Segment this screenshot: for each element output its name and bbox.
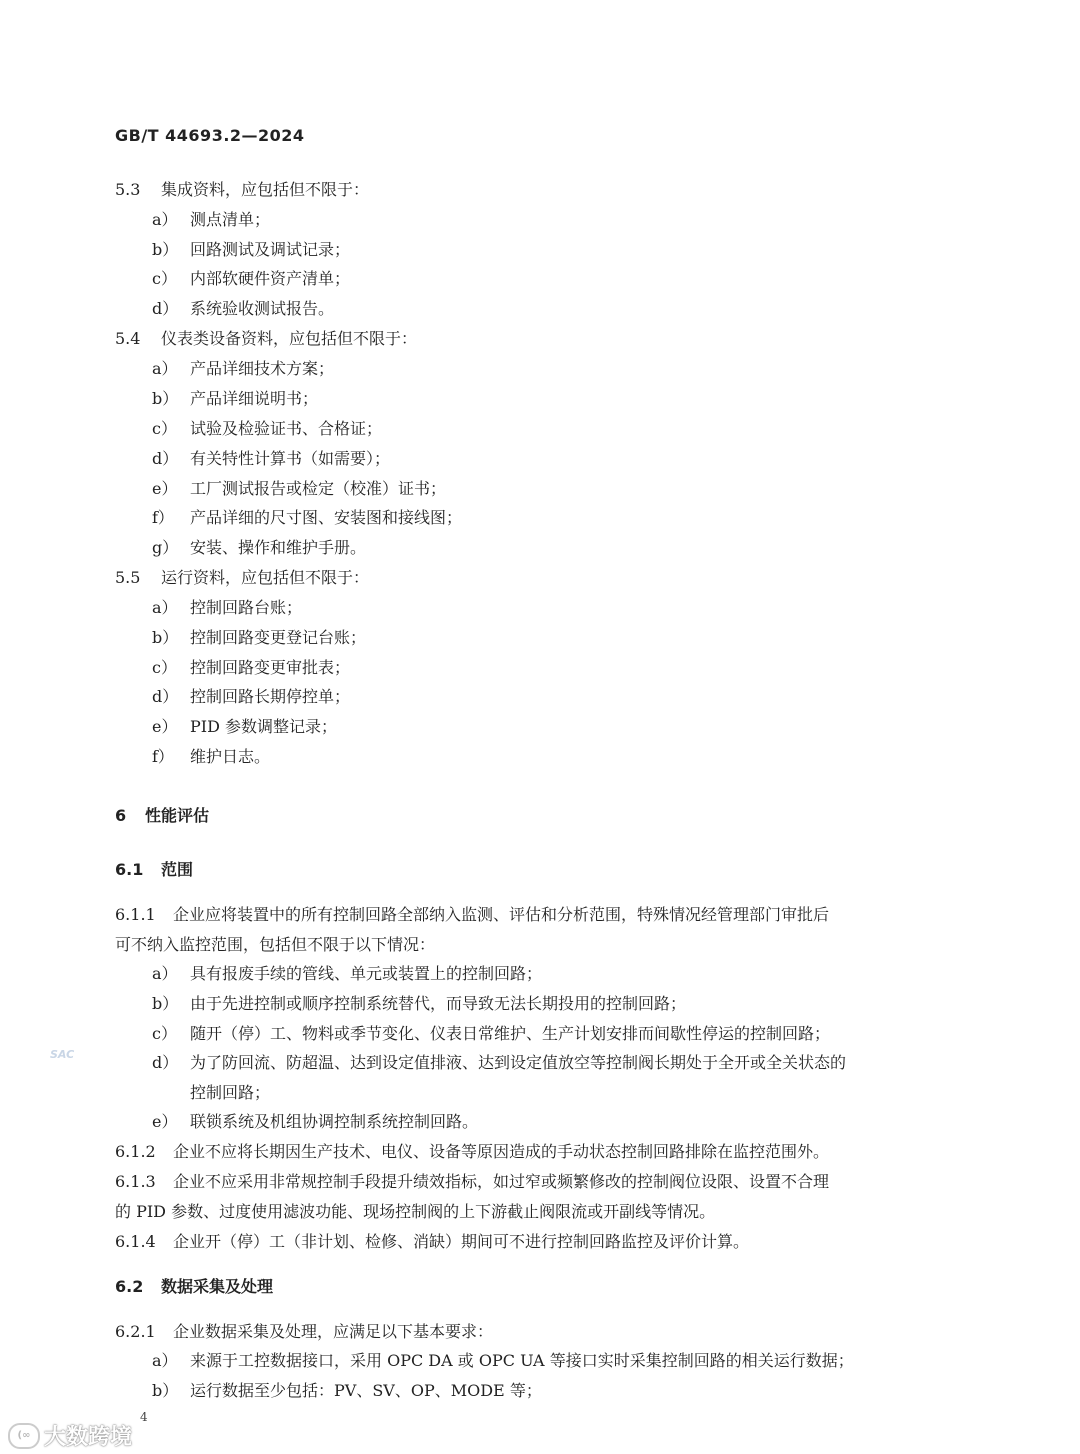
list-item-continuation [190, 1083, 270, 1103]
paragraph-number: 6.1.2 [115, 1142, 156, 1161]
list-item-text: 系统验收测试报告。 [190, 299, 335, 318]
section-heading [115, 860, 193, 880]
list-item-label: d） [152, 449, 179, 468]
paragraph [115, 1322, 493, 1342]
list-item-text: 联锁系统及机组协调控制系统控制回路。 [190, 1112, 479, 1131]
list-item-text: 有关特性计算书（如需要）； [190, 449, 391, 468]
section-number: 6.1 [115, 860, 144, 879]
list-item-text: 控制回路长期停控单； [190, 687, 351, 706]
clause [115, 180, 369, 200]
page-number: 4 [140, 1410, 148, 1424]
list-item-label: b） [152, 994, 179, 1013]
list-item-label: e） [152, 1112, 178, 1131]
list-item-label: b） [152, 389, 179, 408]
list-item-text: 控制回路； [190, 1083, 271, 1102]
clause [115, 568, 369, 588]
section-heading [115, 806, 209, 826]
list-item-text: 工厂测试报告或检定（校准）证书； [190, 479, 447, 498]
list-item-text: 具有报废手续的管线、单元或装置上的控制回路； [190, 964, 543, 983]
section-title: 范围 [161, 860, 194, 879]
clause-text: 仪表类设备资料，应包括但不限于： [161, 329, 418, 348]
list-item-label: a） [152, 210, 178, 229]
list-item-label: g） [152, 538, 179, 557]
list-item-text: 随开（停）工、物料或季节变化、仪表日常维护、生产计划安排而间歇性停运的控制回路； [190, 1024, 831, 1043]
list-item-label: b） [152, 1381, 179, 1400]
list-item-text: 运行数据至少包括：PV、SV、OP、MODE 等； [190, 1381, 542, 1400]
list-item-text: 来源于工控数据接口，采用 OPC DA 或 OPC UA 等接口实时采集控制回路的相关运行数据； [190, 1351, 854, 1370]
paragraph-text: 的 PID 参数、过度使用滤波功能、现场控制阀的上下游截止阀限流或开副线等情况。 [115, 1202, 716, 1221]
paragraph-continuation [115, 1202, 715, 1222]
list-item-label: e） [152, 717, 178, 736]
list-item-label: a） [152, 359, 178, 378]
brand-logo-icon: (∞ [8, 1423, 40, 1449]
section-number: 6 [115, 806, 127, 825]
list-item-label: d） [152, 687, 179, 706]
list-item-text: 由于先进控制或顺序控制系统替代，而导致无法长期投用的控制回路； [190, 994, 687, 1013]
sac-watermark-logo: SAC [50, 1048, 75, 1061]
list-item-text: 试验及检验证书、合格证； [190, 419, 383, 438]
paragraph-number: 6.1.1 [115, 905, 156, 924]
paragraph-number: 6.1.4 [115, 1232, 156, 1251]
list-item-text: PID 参数调整记录； [190, 717, 338, 736]
list-item-text: 产品详细技术方案； [190, 359, 335, 378]
list-item-text: 控制回路台账； [190, 598, 303, 617]
clause-number: 5.3 [115, 180, 141, 199]
list-item-text: 为了防回流、防超温、达到设定值排液、达到设定值放空等控制阀长期处于全开或全关状态的 [190, 1053, 847, 1072]
clause-text: 运行资料，应包括但不限于： [161, 568, 370, 587]
paragraph-text: 企业数据采集及处理，应满足以下基本要求： [173, 1322, 494, 1341]
list-item-text: 测点清单； [190, 210, 271, 229]
list-item-text: 回路测试及调试记录； [190, 240, 351, 259]
brand-name: 大数跨境 [44, 1425, 133, 1450]
list-item-label: e） [152, 479, 178, 498]
list-item-label: c） [152, 419, 177, 438]
section-heading [115, 1277, 273, 1297]
paragraph [115, 1232, 749, 1252]
list-item-label: b） [152, 240, 179, 259]
paragraph [115, 1172, 829, 1192]
list-item-label: b） [152, 628, 179, 647]
list-item-text: 产品详细说明书； [190, 389, 319, 408]
list-item-text: 控制回路变更审批表； [190, 658, 351, 677]
clause-number: 5.4 [115, 329, 141, 348]
list-item-label: c） [152, 1024, 177, 1043]
list-item-label: d） [152, 299, 179, 318]
paragraph-text: 可不纳入监控范围，包括但不限于以下情况： [115, 935, 436, 954]
list-item-text: 产品详细的尺寸图、安装图和接线图； [190, 508, 463, 527]
list-item-text: 控制回路变更登记台账； [190, 628, 367, 647]
paragraph-text: 企业开（停）工（非计划、检修、消缺）期间可不进行控制回路监控及评价计算。 [173, 1232, 750, 1251]
list-item-label: a） [152, 598, 178, 617]
paragraph-text: 企业不应采用非常规控制手段提升绩效指标，如过窄或频繁修改的控制阀位设限、设置不合理 [173, 1172, 830, 1191]
section-title: 数据采集及处理 [161, 1277, 274, 1296]
paragraph-text: 企业应将装置中的所有控制回路全部纳入监测、评估和分析范围，特殊情况经管理部门审批后 [173, 905, 830, 924]
list-item-label: c） [152, 269, 177, 288]
section-title: 性能评估 [145, 806, 210, 825]
paragraph-continuation [115, 935, 435, 955]
clause-number: 5.5 [115, 568, 141, 587]
list-item-text: 内部软硬件资产清单； [190, 269, 351, 288]
list-item-label: f） [152, 508, 174, 527]
list-item-label: d） [152, 1053, 179, 1072]
section-number: 6.2 [115, 1277, 144, 1296]
paragraph [115, 1142, 829, 1162]
list-item-label: c） [152, 658, 177, 677]
standard-code-header: GB/T 44693.2—2024 [115, 126, 305, 145]
paragraph-number: 6.2.1 [115, 1322, 156, 1341]
list-item-label: a） [152, 1351, 178, 1370]
brand-watermark [8, 1420, 132, 1451]
list-item-text: 安装、操作和维护手册。 [190, 538, 367, 557]
list-item-label: a） [152, 964, 178, 983]
list-item-label: f） [152, 747, 174, 766]
paragraph [115, 905, 829, 925]
list-item-text: 维护日志。 [190, 747, 271, 766]
paragraph-text: 企业不应将长期因生产技术、电仪、设备等原因造成的手动状态控制回路排除在监控范围外。 [173, 1142, 830, 1161]
paragraph-number: 6.1.3 [115, 1172, 156, 1191]
clause-text: 集成资料，应包括但不限于： [161, 180, 370, 199]
clause [115, 329, 417, 349]
